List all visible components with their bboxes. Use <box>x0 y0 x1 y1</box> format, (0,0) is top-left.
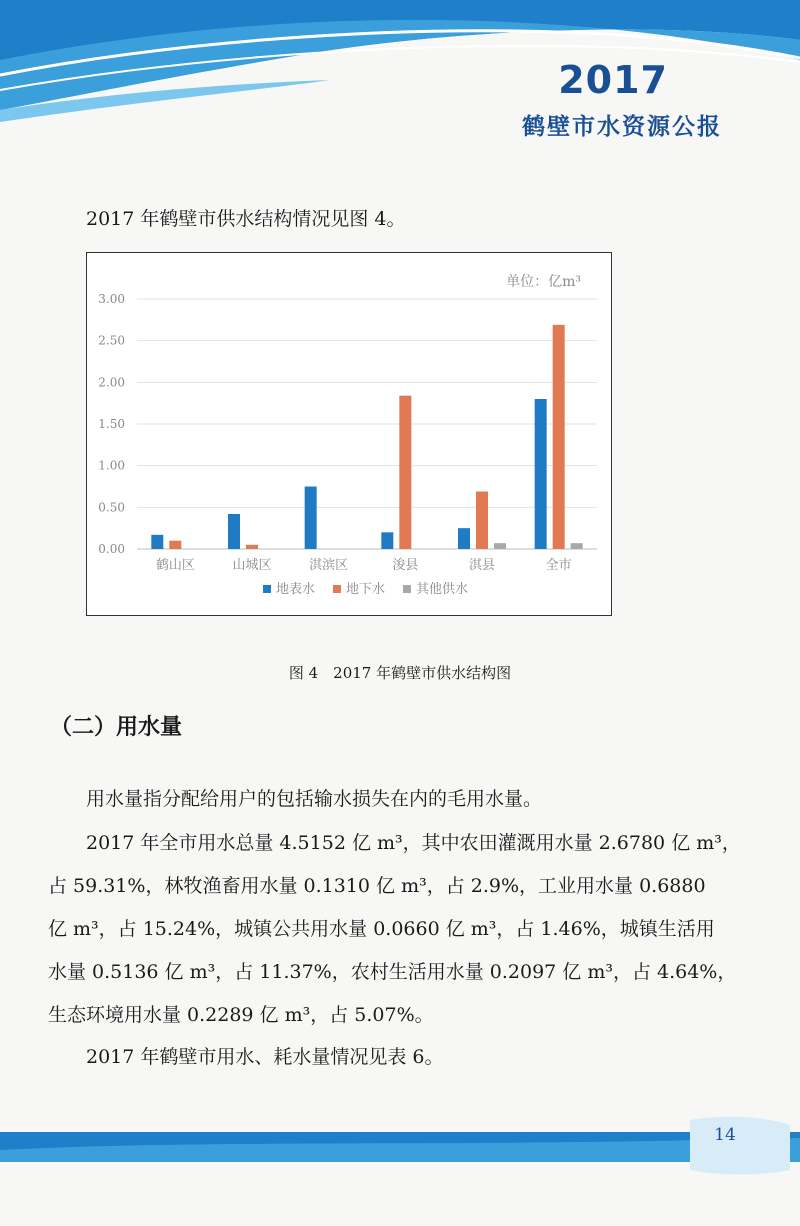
y-tick-label: 0.00 <box>98 542 125 556</box>
paragraph-line: 占 59.31%，林牧渔畜用水量 0.1310 亿 m³，占 2.9%，工业用水量 0.6880 <box>48 875 706 897</box>
legend-label: 地下水 <box>346 582 386 597</box>
x-tick-label: 淇县 <box>468 558 496 573</box>
supply-structure-chart <box>86 252 612 616</box>
chart-svg <box>87 253 610 614</box>
paragraph-line: 水量 0.5136 亿 m³，占 11.37%，农村生活用水量 0.2097 亿 m³，占 4.64%， <box>48 961 737 983</box>
legend-swatch <box>403 585 411 593</box>
x-tick-label: 淇滨区 <box>309 558 349 573</box>
y-tick-label: 0.50 <box>98 500 125 515</box>
x-tick-label: 全市 <box>545 558 572 573</box>
y-tick-label: 2.00 <box>98 375 125 390</box>
x-tick-label: 山城区 <box>232 558 272 573</box>
header-year: 2017 <box>558 58 668 102</box>
chart-bar <box>553 325 565 549</box>
chart-bar <box>399 396 411 549</box>
paragraph-line: 2017 年鹤壁市用水、耗水量情况见表 6。 <box>86 1046 444 1068</box>
paragraph-line: 生态环境用水量 0.2289 亿 m³，占 5.07%。 <box>48 1004 434 1026</box>
legend-swatch <box>333 585 341 593</box>
section-heading: （二）用水量 <box>50 715 183 740</box>
footer-wave-decoration <box>0 1110 800 1226</box>
chart-bar <box>169 541 181 549</box>
x-tick-label: 浚县 <box>392 558 419 573</box>
chart-bar <box>151 535 163 549</box>
chart-bar <box>494 543 506 549</box>
chart-unit-label: 单位：亿m³ <box>506 274 581 290</box>
y-tick-label: 3.00 <box>98 292 125 306</box>
chart-bar <box>228 514 240 549</box>
legend-label: 其他供水 <box>416 582 469 597</box>
legend-swatch <box>263 585 271 593</box>
chart-bar <box>458 528 470 549</box>
chart-bar <box>381 532 393 549</box>
page-number: 14 <box>714 1125 736 1145</box>
chart-bar <box>305 487 317 550</box>
header-title: 鹤壁市水资源公报 <box>522 114 722 140</box>
paragraph-line: 用水量指分配给用户的包括输水损失在内的毛用水量。 <box>86 788 543 810</box>
paragraph-line: 亿 m³，占 15.24%，城镇公共用水量 0.0660 亿 m³，占 1.46%，城镇生活用 <box>48 918 715 940</box>
chart-bar <box>246 545 258 549</box>
y-tick-label: 2.50 <box>98 333 125 348</box>
y-tick-label: 1.00 <box>98 458 125 473</box>
x-tick-label: 鹤山区 <box>155 558 195 573</box>
chart-bar <box>535 399 547 549</box>
y-tick-label: 1.50 <box>98 417 125 431</box>
chart-bar <box>571 543 583 549</box>
paragraph-line: 2017 年全市用水总量 4.5152 亿 m³，其中农田灌溉用水量 2.6780 亿 m³， <box>86 832 741 854</box>
intro-line: 2017 年鹤壁市供水结构情况见图 4。 <box>86 208 406 230</box>
figure-caption: 图 4 2017 年鹤壁市供水结构图 <box>288 664 512 682</box>
chart-bar <box>476 492 488 550</box>
legend-label: 地表水 <box>276 582 316 597</box>
